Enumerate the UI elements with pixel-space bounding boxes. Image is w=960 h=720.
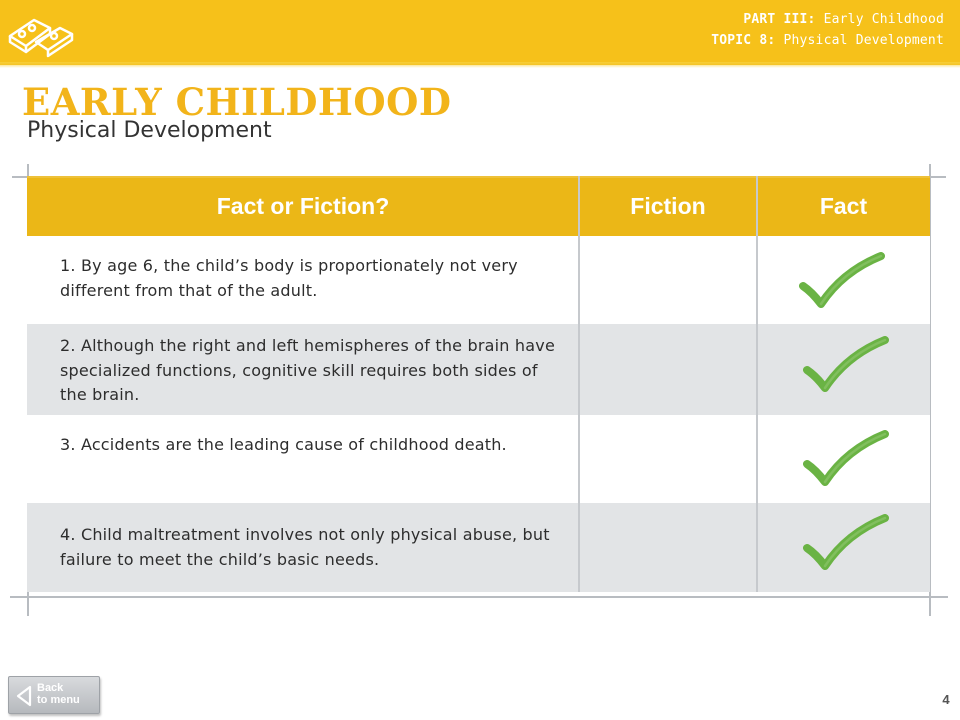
back-to-menu-button[interactable]	[8, 676, 100, 714]
check-mark-icon	[801, 430, 891, 492]
check-mark-icon	[797, 252, 887, 314]
part-label: PART III:	[743, 12, 816, 27]
column-divider	[578, 176, 580, 592]
back-label-line2: to menu	[37, 694, 80, 706]
back-label-line1: Back	[37, 682, 64, 694]
column-divider	[756, 176, 758, 592]
topic-label: TOPIC 8:	[711, 33, 776, 48]
page-number: 4	[942, 692, 950, 707]
back-arrow-icon	[15, 685, 33, 707]
table-row	[27, 236, 930, 324]
page-subtitle: Physical Development	[27, 118, 272, 143]
back-button-label	[37, 682, 97, 706]
top-banner	[0, 0, 960, 65]
frame-line	[10, 596, 948, 598]
fact-fiction-table	[27, 176, 930, 592]
table-header	[27, 176, 930, 236]
page-title: EARLY CHILDHOOD	[22, 80, 452, 124]
statement-text: 3. Accidents are the leading cause of childhood death.	[60, 435, 507, 454]
part-title: Early Childhood	[823, 12, 944, 27]
statement-text: 4. Child maltreatment involves not only physical abuse, but failure to meet the child’s basic needs.	[60, 525, 550, 569]
column-header-fiction: Fiction	[630, 193, 706, 219]
statement-text: 2. Although the right and left hemispheres of the brain have specialized functions, cognitive skill requires both sides of the brain.	[60, 336, 555, 404]
topic-title: Physical Development	[783, 33, 944, 48]
table-row	[27, 503, 930, 592]
statement-text: 1. By age 6, the child’s body is proportionately not very different from that of the adult.	[60, 256, 518, 300]
check-mark-icon	[801, 336, 891, 398]
part-heading	[743, 12, 944, 27]
column-header-question: Fact or Fiction?	[216, 193, 390, 219]
table-row	[27, 415, 930, 503]
building-blocks-icon	[4, 6, 74, 58]
topic-heading	[711, 33, 944, 48]
column-header-fact: Fact	[819, 193, 868, 219]
check-mark-icon	[801, 514, 891, 576]
table-row	[27, 324, 930, 415]
